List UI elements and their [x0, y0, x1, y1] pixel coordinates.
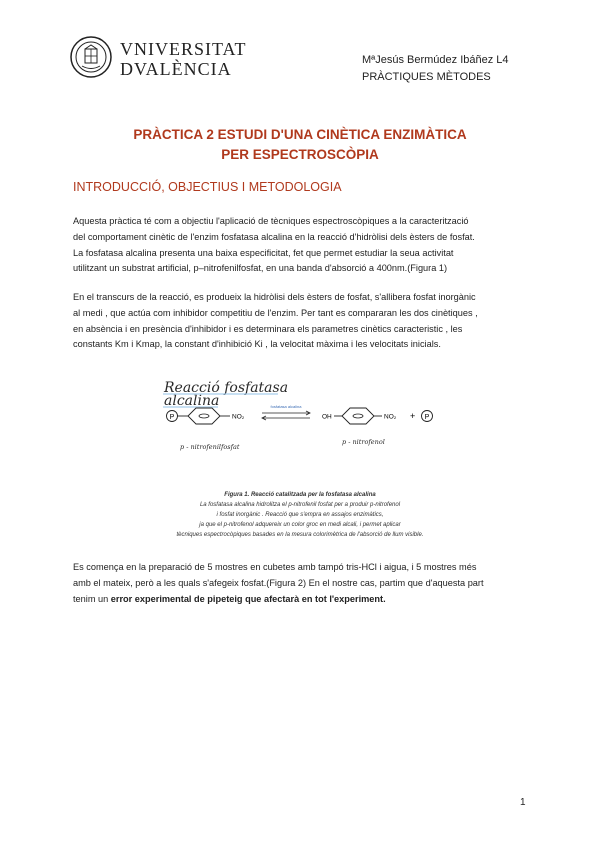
paragraph-line: Aquesta pràctica té com a objectiu l'aplicació de tècniques espectroscòpiques a la caracterització: [73, 216, 469, 226]
phosphate-symbol-left: P: [169, 414, 175, 421]
substrate-label: p - nitrofenilfosfat: [180, 443, 240, 451]
paragraph-intro: [73, 214, 525, 277]
figure-handwritten-title-line2: alcalina: [164, 393, 220, 409]
paragraph-line: constants Km i Kmap, la constant d'inhibició Ki , la velocitat màxima i les velocitats inicials.: [73, 339, 441, 350]
arrow-enzyme-label: fosfatasa alcalina: [270, 404, 302, 409]
paragraph-line: La fosfatasa alcalina presenta una baixa especificitat, fet que permet estudiar la seua activitat: [73, 247, 454, 258]
section-heading: INTRODUCCIÓ, OBJECTIUS I METODOLOGIA: [73, 180, 342, 194]
figure-caption-line: ja que el p-nitrofenol adquereix un color groc en medi alcali, i permet aplicar: [199, 522, 401, 528]
figure-caption-line: La fosfatasa alcalina hidrolitza el p-nitrofenil fosfat per a produir p-nitrofenol: [199, 502, 401, 508]
document-title-line1: PRÀCTICA 2 ESTUDI D'UNA CINÈTICA ENZIMÀTICA: [133, 127, 467, 142]
bold-emphasis: error experimental de pipeteig que afectarà en tot l'experiment.: [110, 593, 386, 604]
product-label: p - nitrofenol: [342, 438, 385, 446]
no2-group-left: NO₂: [232, 413, 245, 421]
benzene-ring-icon: [342, 408, 374, 424]
paragraph-line: del comportament cinètic de l'enzim fosfatasa alcalina en la reacció d'hidròlisi dels èsters de fosfat.: [73, 231, 475, 242]
university-name-line2: DVALÈNCIA: [120, 59, 232, 79]
university-seal-logo: [70, 36, 112, 78]
no2-group-right: NO₂: [384, 413, 397, 421]
figure-caption-line: i fosfat inorgànic . Reacció que s'empra en assajos enzimàtics,: [216, 512, 384, 518]
paragraph-line: utilitzant un substrat artificial, p–nitrofenilfosfat, en una banda d'absorció a 400nm.(Figura 1): [73, 263, 448, 274]
paragraph-text: tenim un: [73, 593, 111, 604]
oh-group: OH: [322, 413, 332, 421]
plus-sign: +: [410, 411, 416, 421]
phosphate-symbol-right: P: [424, 414, 430, 421]
document-title-line2: PER ESPECTROSCÒPIA: [221, 147, 379, 162]
author-name: MªJesús Bermúdez Ibáñez L4: [362, 54, 509, 66]
paragraph-methodology: [73, 560, 525, 607]
paragraph-line: en absència i en presència d'inhibidor i es determinara els parametres cinètics caracteristic , les: [73, 323, 463, 334]
reaction-scheme-figure: [150, 372, 450, 492]
paragraph-reaction: [73, 290, 525, 353]
paragraph-line: En el transcurs de la reacció, es produeix la hidròlisi dels èsters de fosfat, s'allibera fosfat inorgànic: [73, 292, 476, 302]
university-name-line1: VNIVERSITAT: [120, 39, 247, 59]
page-number: 1: [520, 797, 526, 808]
figure-handwritten-title-line1: Reacció fosfatasa: [164, 380, 289, 396]
paragraph-line: [73, 592, 525, 608]
paragraph-line: al medi , que actúa com inhibidor competitiu de l'enzim. Per tant es compararan les dos cinètiques ,: [73, 307, 478, 318]
figure-caption-title: Figura 1. Reacció catalitzada per la fosfatasa alcalina: [224, 492, 376, 498]
figure-caption-line: tècniques espectrocòpiques basades en la mesura colorimètrica de l'absorció de llum visible.: [176, 532, 424, 538]
course-name: PRÀCTIQUES MÈTODES: [362, 71, 491, 83]
paragraph-line: Es comença en la preparació de 5 mostres en cubetes amb tampó tris-HCl i aigua, i 5 mostres més: [73, 562, 477, 572]
benzene-ring-icon: [188, 408, 220, 424]
paragraph-line: amb el mateix, però a les quals s'afegeix fosfat.(Figura 2) En el nostre cas, partim que d'aquesta part: [73, 577, 484, 588]
